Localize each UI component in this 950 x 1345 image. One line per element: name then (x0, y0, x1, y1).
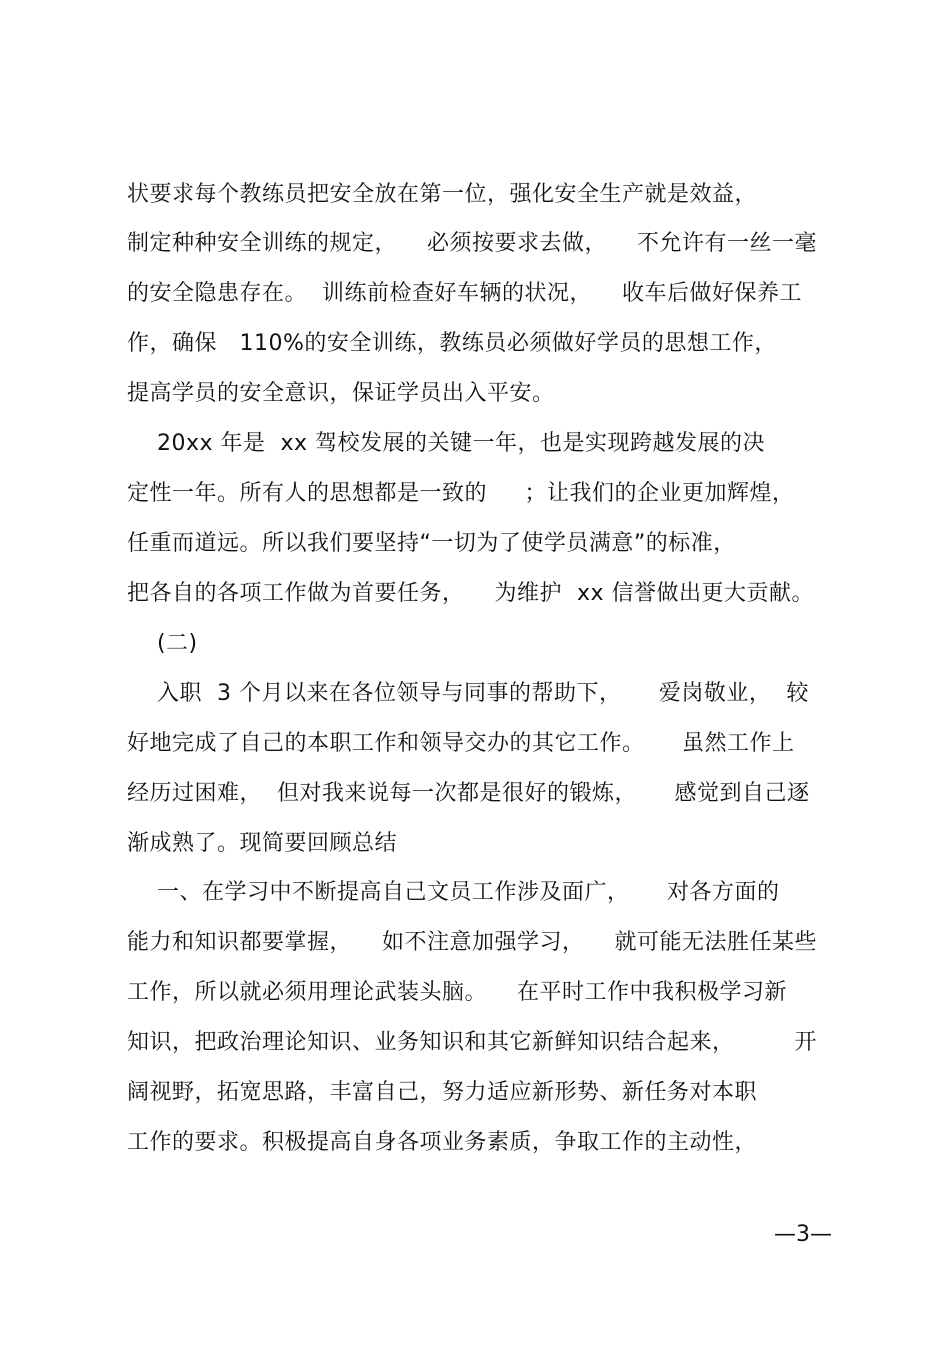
text-line: 任重而道远。所以我们要坚持“一切为了使学员满意”的标准， (127, 531, 736, 556)
text-line: 工作，所以就必须用理论武装头脑。 在平时工作中我积极学习新 (127, 980, 787, 1005)
text-line: 提高学员的安全意识，保证学员出入平安。 (127, 381, 555, 406)
text-line: 入职 3 个月以来在各位领导与同事的帮助下， 爱岗敬业， 较 (127, 681, 809, 706)
text-line: 制定种种安全训练的规定， 必须按要求去做， 不允许有一丝一毫 (127, 231, 817, 256)
text-line: 状要求每个教练员把安全放在第一位，强化安全生产就是效益， (127, 182, 758, 207)
text-line: 定性一年。所有人的思想都是一致的 ；让我们的企业更加辉煌， (127, 481, 795, 506)
text-line: 工作的要求。积极提高自身各项业务素质，争取工作的主动性， (127, 1130, 758, 1155)
text-line: 能力和知识都要掌握， 如不注意加强学习， 就可能无法胜任某些 (127, 930, 817, 955)
text-line: 好地完成了自己的本职工作和领导交办的其它工作。 虽然工作上 (127, 731, 795, 756)
text-line: 的安全隐患存在。 训练前检查好车辆的状况， 收车后做好保养工 (127, 281, 802, 306)
text-line: 阔视野，拓宽思路，丰富自己，努力适应新形势、新任务对本职 (127, 1080, 758, 1105)
text-line: 经历过困难， 但对我来说每一次都是很好的锻炼， 感觉到自己逐 (127, 781, 810, 806)
text-line: 知识，把政治理论知识、业务知识和其它新鲜知识结合起来， 开 (127, 1030, 817, 1055)
text-line: 一、在学习中不断提高自己文员工作涉及面广， 对各方面的 (127, 880, 780, 905)
text-line: 作，确保 110%的安全训练，教练员必须做好学员的思想工作， (127, 331, 777, 356)
section-heading: (二) (127, 631, 198, 656)
text-line: 把各自的各项工作做为首要任务， 为维护 xx 信誉做出更大贡献。 (127, 581, 814, 606)
page-number: —3— (774, 1222, 832, 1247)
text-line: 20xx 年是 xx 驾校发展的关键一年，也是实现跨越发展的决 (127, 431, 766, 456)
text-line: 渐成熟了。现简要回顾总结 (127, 831, 398, 856)
